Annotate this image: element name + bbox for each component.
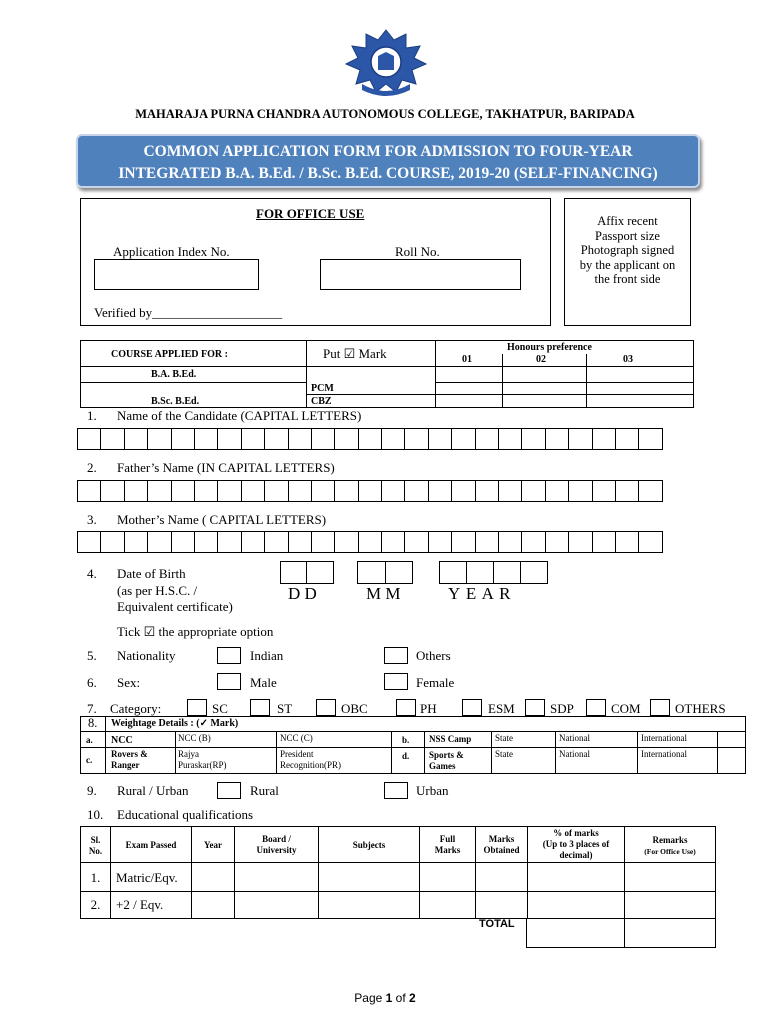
honours-preference-label: Honours preference xyxy=(507,342,592,353)
course-ba-bed: B.A. B.Ed. xyxy=(151,369,197,380)
photo-instruction-5: the front side xyxy=(594,272,661,286)
char-box[interactable] xyxy=(568,480,592,502)
course-applied-label: COURSE APPLIED FOR : xyxy=(111,349,228,360)
col-no-text: No. xyxy=(88,846,103,856)
row1-number: 1. xyxy=(90,870,101,885)
col-pct-text: % of marks xyxy=(553,828,599,838)
total-label: TOTAL xyxy=(479,918,515,930)
char-box[interactable] xyxy=(381,531,405,553)
urban-label: Urban xyxy=(416,783,449,798)
row-d: d. xyxy=(402,751,410,761)
obc-checkbox[interactable] xyxy=(316,699,336,716)
form-title-banner xyxy=(76,134,700,188)
char-box[interactable] xyxy=(288,428,312,450)
rajya-text: Rajya xyxy=(178,749,199,759)
char-box[interactable] xyxy=(77,480,101,502)
ncc-c: NCC (C) xyxy=(280,733,313,743)
char-box[interactable] xyxy=(217,531,241,553)
col-remarks xyxy=(625,835,715,857)
char-box[interactable] xyxy=(568,531,592,553)
char-box[interactable] xyxy=(311,480,335,502)
digit-box[interactable] xyxy=(385,561,413,584)
course-bsc-bed: B.Sc. B.Ed. xyxy=(151,396,200,407)
photo-instruction-4: by the applicant on xyxy=(579,257,676,272)
col-sl-text: Sl. xyxy=(90,835,101,845)
digit-box[interactable] xyxy=(306,561,334,584)
char-box[interactable] xyxy=(592,480,616,502)
ncc-b: NCC (B) xyxy=(178,733,211,743)
pref-01: 01 xyxy=(462,354,472,365)
char-box[interactable] xyxy=(77,428,101,450)
char-box[interactable] xyxy=(592,428,616,450)
college-logo xyxy=(340,28,432,98)
roll-no-label: Roll No. xyxy=(395,244,440,259)
president-recognition xyxy=(280,749,341,771)
urban-checkbox[interactable] xyxy=(384,782,408,799)
ranger-text: Ranger xyxy=(111,760,140,770)
col-remarks-text: Remarks xyxy=(652,835,688,845)
char-box[interactable] xyxy=(615,428,639,450)
col-university-text: University xyxy=(256,845,297,855)
char-box[interactable] xyxy=(288,531,312,553)
col-office-use-text: (For Office Use) xyxy=(644,847,696,856)
esm-label: ESM xyxy=(488,701,515,716)
col-marks2-text: Marks xyxy=(488,834,515,844)
char-box[interactable] xyxy=(615,480,639,502)
sports-national: National xyxy=(559,749,590,759)
verified-by-field: Verified by____________________ xyxy=(94,305,283,320)
sports-international: International xyxy=(641,749,687,759)
char-box[interactable] xyxy=(404,428,428,450)
char-box[interactable] xyxy=(100,480,124,502)
char-box[interactable] xyxy=(241,480,265,502)
roll-no-input[interactable] xyxy=(320,259,521,290)
nss-national: National xyxy=(559,733,590,743)
char-box[interactable] xyxy=(171,531,195,553)
char-box[interactable] xyxy=(638,531,662,553)
esm-checkbox[interactable] xyxy=(462,699,482,716)
col-board xyxy=(235,834,318,856)
char-box[interactable] xyxy=(147,428,171,450)
form-title-line1: COMMON APPLICATION FORM FOR ADMISSION TO FOUR-YEAR xyxy=(143,143,633,160)
char-box[interactable] xyxy=(311,428,335,450)
others-category-label: OTHERS xyxy=(675,701,726,716)
char-box[interactable] xyxy=(615,531,639,553)
page-current: 1 xyxy=(385,991,393,1005)
photo-instruction-3: Photograph signed xyxy=(580,243,675,257)
col-sl-no xyxy=(81,835,110,857)
others-nationality-checkbox[interactable] xyxy=(384,647,408,664)
dob-year-hint: Y E A R xyxy=(448,584,512,603)
dob-label xyxy=(117,566,233,616)
rajya-puraskar xyxy=(178,749,227,771)
father-name-input[interactable] xyxy=(78,480,663,502)
item-number-2: 2. xyxy=(87,460,97,475)
char-box[interactable] xyxy=(264,531,288,553)
char-box[interactable] xyxy=(592,531,616,553)
dob-dd-hint: D D xyxy=(288,584,317,603)
others-nationality-label: Others xyxy=(416,648,451,663)
col-marks-obtained xyxy=(476,834,527,856)
indian-checkbox[interactable] xyxy=(217,647,241,664)
digit-box[interactable] xyxy=(520,561,548,584)
item-number-1: 1. xyxy=(87,408,97,423)
row1-exam: Matric/Eqv. xyxy=(116,870,178,885)
digit-box[interactable] xyxy=(357,561,386,584)
rural-label: Rural xyxy=(250,783,279,798)
char-box[interactable] xyxy=(124,428,148,450)
char-box[interactable] xyxy=(451,531,475,553)
char-box[interactable] xyxy=(521,428,545,450)
char-box[interactable] xyxy=(404,480,428,502)
char-box[interactable] xyxy=(334,428,358,450)
char-box[interactable] xyxy=(451,480,475,502)
photo-instruction-1: Affix recent xyxy=(597,214,658,228)
tick-instruction: Tick ☑ the appropriate option xyxy=(117,624,274,639)
digit-box[interactable] xyxy=(280,561,307,584)
row-c: c. xyxy=(86,755,93,765)
row2-number: 2. xyxy=(90,897,101,912)
row2-exam: +2 / Eqv. xyxy=(116,897,164,912)
obc-label: OBC xyxy=(341,701,368,716)
course-pcm: PCM xyxy=(311,383,334,394)
col-pct-places-text: (Up to 3 places of xyxy=(542,839,610,849)
char-box[interactable] xyxy=(358,428,382,450)
st-label: ST xyxy=(277,701,293,716)
col-obtained-text: Obtained xyxy=(483,845,520,855)
weightage-table xyxy=(80,716,746,774)
dob-label-line2: (as per H.S.C. / xyxy=(117,582,198,598)
college-name: MAHARAJA PURNA CHANDRA AUTONOMOUS COLLEGE, TAKHATPUR, BARIPADA xyxy=(135,107,635,121)
ncc-label: NCC xyxy=(111,735,133,746)
char-box[interactable] xyxy=(334,531,358,553)
item-number-5: 5. xyxy=(87,648,97,663)
char-box[interactable] xyxy=(241,531,265,553)
char-box[interactable] xyxy=(498,428,522,450)
page-prefix: Page xyxy=(354,991,386,1005)
sdp-label: SDP xyxy=(550,701,574,716)
col-pct-decimal-text: decimal) xyxy=(559,850,593,860)
office-use-heading: FOR OFFICE USE xyxy=(256,206,365,221)
col-board-text: Board / xyxy=(262,834,291,844)
page-of: of xyxy=(392,991,410,1005)
char-box[interactable] xyxy=(638,428,662,450)
sports-state: State xyxy=(495,749,513,759)
item-number-7: 7. xyxy=(87,701,97,716)
char-box[interactable] xyxy=(171,428,195,450)
father-name-label: Father’s Name (IN CAPITAL LETTERS) xyxy=(117,460,335,475)
course-table xyxy=(80,340,694,408)
dob-label-line1: Date of Birth xyxy=(117,566,186,581)
col-full-text: Full xyxy=(439,834,456,844)
pref-03: 03 xyxy=(623,354,633,365)
put-mark-label: Put ☑ Mark xyxy=(323,346,387,361)
digit-box[interactable] xyxy=(493,561,521,584)
photo-box[interactable] xyxy=(564,198,691,326)
char-box[interactable] xyxy=(498,531,522,553)
char-box[interactable] xyxy=(147,531,171,553)
char-box[interactable] xyxy=(124,531,148,553)
char-box[interactable] xyxy=(334,480,358,502)
education-label: Educational qualifications xyxy=(117,807,254,822)
nss-state: State xyxy=(495,733,513,743)
digit-box[interactable] xyxy=(466,561,494,584)
col-full-marks xyxy=(420,834,475,856)
total-cells xyxy=(526,918,716,948)
pref-02: 02 xyxy=(536,354,546,365)
rural-urban-label: Rural / Urban xyxy=(117,783,189,798)
dob-label-line3: Equivalent certificate) xyxy=(117,599,233,614)
char-box[interactable] xyxy=(241,428,265,450)
item-number-6: 6. xyxy=(87,675,97,690)
male-label: Male xyxy=(250,675,277,690)
char-box[interactable] xyxy=(311,531,335,553)
sports-text: Sports & xyxy=(429,750,464,760)
char-box[interactable] xyxy=(404,531,428,553)
application-index-label: Application Index No. xyxy=(113,244,230,259)
com-checkbox[interactable] xyxy=(586,699,606,716)
col-percentage xyxy=(528,828,624,861)
char-box[interactable] xyxy=(428,531,452,553)
candidate-name-input[interactable] xyxy=(78,428,663,450)
page-number xyxy=(0,991,770,1005)
char-box[interactable] xyxy=(358,480,382,502)
digit-box[interactable] xyxy=(439,561,467,584)
application-index-input[interactable] xyxy=(94,259,259,290)
course-cbz: CBZ xyxy=(311,396,332,407)
nss-camp: NSS Camp xyxy=(429,734,472,744)
char-box[interactable] xyxy=(194,531,218,553)
row-b: b. xyxy=(402,735,410,745)
char-box[interactable] xyxy=(521,480,545,502)
others-category-checkbox[interactable] xyxy=(650,699,670,716)
char-box[interactable] xyxy=(124,480,148,502)
char-box[interactable] xyxy=(498,480,522,502)
nationality-label: Nationality xyxy=(117,648,176,663)
dob-day-input[interactable] xyxy=(281,561,334,584)
office-use-section xyxy=(80,198,551,326)
char-box[interactable] xyxy=(475,480,499,502)
weightage-title: Weightage Details : (✓ Mark) xyxy=(111,718,239,729)
dob-month-input[interactable] xyxy=(358,561,413,584)
item-number-10: 10. xyxy=(87,807,104,822)
char-box[interactable] xyxy=(171,480,195,502)
char-box[interactable] xyxy=(264,428,288,450)
char-box[interactable] xyxy=(638,480,662,502)
char-box[interactable] xyxy=(264,480,288,502)
col-exam-passed: Exam Passed xyxy=(125,840,177,850)
col-subjects: Subjects xyxy=(352,840,386,850)
char-box[interactable] xyxy=(100,531,124,553)
char-box[interactable] xyxy=(428,428,452,450)
item-number-4: 4. xyxy=(87,566,97,581)
mother-name-label: Mother’s Name ( CAPITAL LETTERS) xyxy=(117,512,327,527)
char-box[interactable] xyxy=(451,428,475,450)
char-box[interactable] xyxy=(217,428,241,450)
sc-label: SC xyxy=(212,701,228,716)
indian-label: Indian xyxy=(250,648,284,663)
char-box[interactable] xyxy=(545,531,569,553)
com-label: COM xyxy=(611,701,641,716)
page-total: 2 xyxy=(409,991,416,1005)
category-label: Category: xyxy=(110,701,162,716)
male-checkbox[interactable] xyxy=(217,673,241,690)
char-box[interactable] xyxy=(100,428,124,450)
puraskar-text: Puraskar(RP) xyxy=(178,760,227,770)
char-box[interactable] xyxy=(475,428,499,450)
dob-mm-hint: M M xyxy=(366,584,401,603)
char-box[interactable] xyxy=(521,531,545,553)
char-box[interactable] xyxy=(568,428,592,450)
char-box[interactable] xyxy=(428,480,452,502)
char-box[interactable] xyxy=(194,480,218,502)
item-number-8: 8. xyxy=(88,716,98,730)
mother-name-input[interactable] xyxy=(78,531,663,553)
item-number-3: 3. xyxy=(87,512,97,527)
col-year: Year xyxy=(204,840,222,850)
char-box[interactable] xyxy=(545,428,569,450)
char-box[interactable] xyxy=(77,531,101,553)
rovers-text: Rovers & xyxy=(111,749,148,759)
st-checkbox[interactable] xyxy=(250,699,270,716)
nss-international: International xyxy=(641,733,687,743)
form-title-line2: INTEGRATED B.A. B.Ed. / B.Sc. B.Ed. COURSE, 2019-20 (SELF-FINANCING) xyxy=(118,165,658,182)
sdp-checkbox[interactable] xyxy=(525,699,545,716)
char-box[interactable] xyxy=(545,480,569,502)
sc-checkbox[interactable] xyxy=(187,699,207,716)
female-checkbox[interactable] xyxy=(384,673,408,690)
photo-instruction-2: Passport size xyxy=(595,228,660,243)
candidate-name-label: Name of the Candidate (CAPITAL LETTERS) xyxy=(117,408,362,423)
item-number-9: 9. xyxy=(87,783,97,798)
rovers-ranger xyxy=(111,749,148,771)
char-box[interactable] xyxy=(358,531,382,553)
ph-label: PH xyxy=(420,701,437,716)
education-table xyxy=(80,826,716,919)
ph-checkbox[interactable] xyxy=(396,699,416,716)
female-label: Female xyxy=(416,675,455,690)
sports-games xyxy=(429,750,464,772)
char-box[interactable] xyxy=(147,480,171,502)
games-text: Games xyxy=(429,761,456,771)
char-box[interactable] xyxy=(288,480,312,502)
dob-year-input[interactable] xyxy=(440,561,548,584)
sex-label: Sex: xyxy=(117,675,141,690)
rural-checkbox[interactable] xyxy=(217,782,241,799)
char-box[interactable] xyxy=(381,480,405,502)
char-box[interactable] xyxy=(217,480,241,502)
char-box[interactable] xyxy=(475,531,499,553)
president-text: President xyxy=(280,749,314,759)
char-box[interactable] xyxy=(194,428,218,450)
row-a: a. xyxy=(86,735,93,745)
recognition-text: Recognition(PR) xyxy=(280,760,341,770)
col-marks-text: Marks xyxy=(434,845,461,855)
char-box[interactable] xyxy=(381,428,405,450)
